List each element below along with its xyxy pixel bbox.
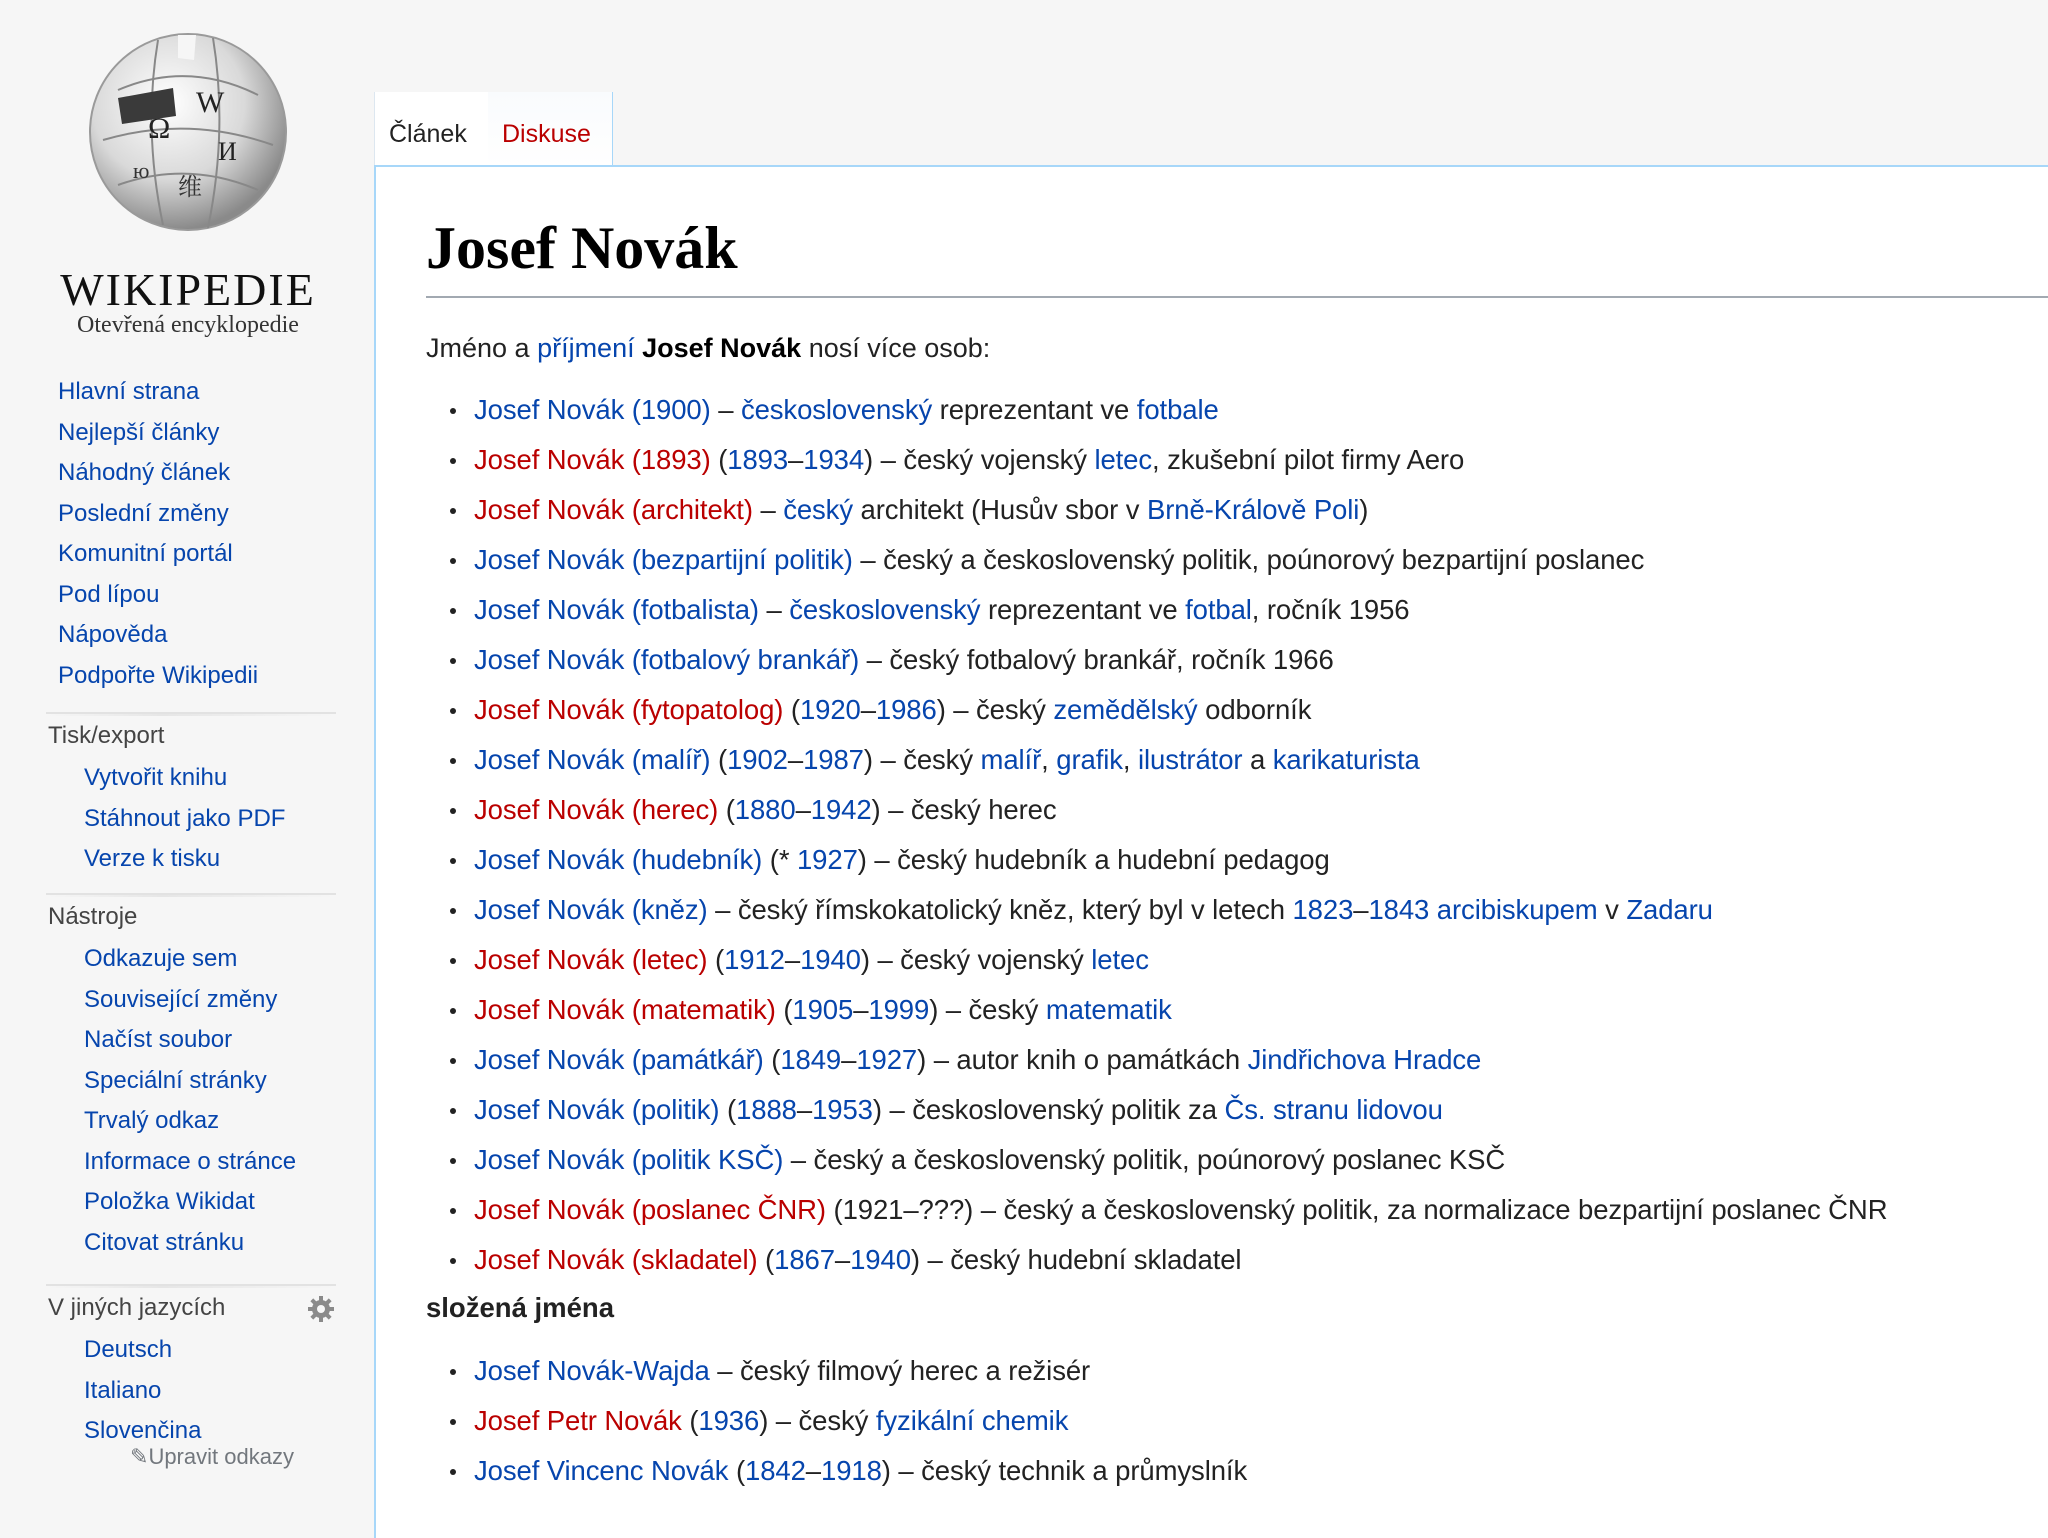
entry-link[interactable]: československý: [740, 394, 933, 425]
list-item: [444, 1235, 1887, 1285]
sidebar: [0, 0, 374, 1536]
entry-text: ) – český herec: [871, 794, 1057, 825]
nav-recent-changes[interactable]: Poslední změny: [58, 499, 229, 527]
entry-text: ) – český technik a průmyslník: [881, 1455, 1248, 1486]
compound-names-list: [444, 1346, 1247, 1496]
list-item: [444, 735, 1887, 785]
entry-link[interactable]: Josef Vincenc Novák: [474, 1455, 729, 1486]
entry-link[interactable]: Josef Novák (politik KSČ): [474, 1144, 784, 1175]
entry-link[interactable]: 1918: [821, 1455, 882, 1486]
entry-text: (1921–???) – český a československý politik, za normalizace bezpartijní poslanec ČNR: [825, 1194, 1888, 1225]
entry-text: –: [795, 794, 811, 825]
entry-redlink[interactable]: Josef Novák (letec): [474, 944, 708, 975]
tools-heading: Nástroje: [46, 893, 336, 939]
entry-text: architekt (Husův sbor v: [852, 494, 1147, 525]
entry-text: –: [805, 1455, 821, 1486]
lang-deutsch-link[interactable]: Deutsch: [84, 1336, 173, 1363]
entry-link[interactable]: český: [783, 494, 853, 525]
entry-text: (: [710, 444, 728, 475]
entry-link[interactable]: grafik: [1056, 744, 1123, 775]
upload-file-link[interactable]: Načíst soubor: [84, 1026, 233, 1053]
globe-icon: [78, 20, 298, 240]
list-item: [444, 485, 1887, 535]
list-item: [444, 1085, 1887, 1135]
entry-redlink[interactable]: Josef Novák (fytopatolog): [474, 694, 784, 725]
page-information-link[interactable]: Informace o stránce: [84, 1147, 297, 1175]
list-item: [444, 635, 1887, 685]
entry-text: –: [860, 694, 876, 725]
entry-text: (*: [762, 844, 797, 875]
languages-heading: V jiných jazycích: [46, 1284, 336, 1330]
intro-bold-name: Josef Novák: [642, 333, 802, 363]
people-list: [444, 385, 1887, 1285]
edit-links-label: Upravit odkazy: [148, 1444, 294, 1469]
entry-link[interactable]: Josef Novák (politik): [474, 1094, 720, 1125]
tab-talk[interactable]: Diskuse: [488, 92, 613, 167]
entry-text: –: [788, 444, 804, 475]
entry-link[interactable]: 1902: [727, 744, 788, 775]
lang-slovencina-link[interactable]: Slovenčina: [84, 1417, 202, 1444]
entry-link[interactable]: 1953: [812, 1094, 873, 1125]
entry-link[interactable]: 1934: [803, 444, 865, 475]
list-item: [444, 535, 1887, 585]
entry-text: –: [841, 1044, 857, 1075]
entry-link[interactable]: československý: [789, 594, 981, 625]
entry-text: (: [757, 1244, 775, 1275]
wordmark: WIKIPEDIE: [60, 264, 316, 315]
entry-text: (: [775, 994, 793, 1025]
entry-link[interactable]: zemědělský: [1053, 694, 1198, 725]
download-pdf-link[interactable]: Stáhnout jako PDF: [84, 804, 286, 832]
entry-redlink[interactable]: Josef Novák (herec): [474, 794, 719, 825]
entry-link[interactable]: 1867: [774, 1244, 835, 1275]
entry-link[interactable]: 1843: [1368, 894, 1430, 925]
entry-text: (: [719, 1094, 737, 1125]
nav-village-pump[interactable]: Pod lípou: [58, 580, 160, 608]
what-links-here-link[interactable]: Odkazuje sem: [84, 945, 238, 972]
main-navigation: [0, 372, 374, 696]
entry-text: reprezentant ve: [932, 394, 1137, 425]
edit-links-link[interactable]: [130, 1444, 294, 1470]
list-item: [444, 935, 1887, 985]
entry-link[interactable]: 1880: [734, 794, 796, 825]
entry-text: –: [758, 594, 790, 625]
pencil-icon: ✎: [130, 1444, 149, 1469]
list-item: [444, 885, 1887, 935]
intro-text-after: nosí více osob:: [801, 333, 991, 363]
page-title: Josef Novák: [426, 208, 2048, 298]
entry-link[interactable]: 1905: [792, 994, 854, 1025]
entry-text: – český filmový herec a režisér: [709, 1355, 1091, 1386]
entry-text: –: [710, 394, 741, 425]
entry-link[interactable]: Josef Novák (hudebník): [474, 844, 763, 875]
list-item: [444, 1396, 1247, 1446]
svg-text:维: 维: [178, 175, 202, 201]
entry-link[interactable]: 1927: [856, 1044, 918, 1075]
entry-link[interactable]: 1849: [780, 1044, 842, 1075]
entry-text: (: [718, 794, 735, 825]
entry-link[interactable]: 1999: [868, 994, 930, 1025]
entry-text: a: [1242, 744, 1273, 775]
lang-italiano-link[interactable]: Italiano: [84, 1376, 162, 1404]
entry-text: –: [1353, 894, 1369, 925]
tagline: Otevřená encyklopedie: [77, 312, 299, 338]
entry-text: [1429, 894, 1437, 925]
svg-text:И: И: [218, 137, 237, 166]
entry-text: odborník: [1197, 694, 1312, 725]
wikipedia-logo[interactable]: [48, 20, 328, 338]
entry-link[interactable]: Jindřichova Hradce: [1247, 1044, 1482, 1075]
entry-link[interactable]: 1920: [799, 694, 861, 725]
entry-link[interactable]: 1940: [850, 1244, 911, 1275]
entry-redlink[interactable]: Josef Novák (matematik): [474, 994, 776, 1025]
svg-text:Ω: Ω: [148, 112, 171, 145]
entry-link[interactable]: 1936: [698, 1405, 760, 1436]
entry-text: –: [752, 494, 784, 525]
list-item: [444, 835, 1887, 885]
list-item: [444, 1135, 1887, 1185]
entry-link[interactable]: letec: [1091, 944, 1149, 975]
entry-text: – český a československý politik, poúnorový poslanec KSČ: [783, 1144, 1506, 1175]
nav-main-page[interactable]: Hlavní strana: [58, 378, 200, 405]
nav-donate[interactable]: Podpořte Wikipedii: [58, 661, 259, 689]
entry-link[interactable]: 1893: [727, 444, 789, 475]
entry-text: (: [728, 1455, 746, 1486]
list-item: [444, 1346, 1247, 1396]
entry-redlink[interactable]: Josef Novák (1893): [474, 444, 711, 475]
entry-text: –: [784, 944, 801, 975]
entry-text: (: [763, 1044, 781, 1075]
entry-text: ) – český: [929, 994, 1046, 1025]
entry-link[interactable]: 1823: [1292, 894, 1354, 925]
tab-article[interactable]: Článek: [374, 92, 492, 169]
entry-link[interactable]: Brně-Králově Poli: [1146, 494, 1360, 525]
print-export-portlet: [46, 712, 336, 880]
entry-text: ) – český: [936, 694, 1054, 725]
svg-text:ю: ю: [133, 158, 150, 183]
entry-text: – český a československý politik, poúnorový bezpartijní poslanec: [852, 544, 1645, 575]
entry-link[interactable]: 1987: [803, 744, 864, 775]
entry-text: ) – autor knih o památkách: [917, 1044, 1248, 1075]
cite-page-link[interactable]: Citovat stránku: [84, 1228, 245, 1256]
nav-featured-articles[interactable]: Nejlepší články: [58, 418, 220, 446]
list-item: [444, 1446, 1247, 1496]
entry-text: –: [787, 744, 804, 775]
languages-portlet: [46, 1284, 336, 1452]
permanent-link[interactable]: Trvalý odkaz: [84, 1107, 220, 1134]
list-item: [444, 435, 1887, 485]
list-item: [444, 685, 1887, 735]
entry-link[interactable]: Josef Novák (1900): [474, 394, 711, 425]
print-export-heading: Tisk/export: [46, 712, 336, 758]
surname-link[interactable]: příjmení: [537, 333, 635, 363]
nav-random-article[interactable]: Náhodný článek: [58, 459, 231, 486]
entry-link[interactable]: 1912: [724, 944, 785, 975]
intro-text-before: Jméno a: [426, 333, 538, 363]
entry-link[interactable]: Čs. stranu lidovou: [1224, 1094, 1443, 1125]
entry-link[interactable]: 1942: [810, 794, 872, 825]
entry-text: –: [853, 994, 869, 1025]
entry-link[interactable]: Josef Novák (památkář): [474, 1044, 764, 1075]
entry-link[interactable]: matematik: [1045, 994, 1172, 1025]
entry-redlink[interactable]: Josef Petr Novák: [474, 1405, 682, 1436]
entry-text: ) – český: [863, 744, 981, 775]
svg-text:W: W: [196, 86, 225, 119]
entry-link[interactable]: Josef Novák (malíř): [474, 744, 711, 775]
entry-link[interactable]: Josef Novák-Wajda: [474, 1355, 710, 1386]
entry-text: ) – český vojenský: [864, 444, 1095, 475]
entry-redlink[interactable]: Josef Novák (poslanec ČNR): [474, 1194, 826, 1225]
entry-text: – český římskokatolický kněz, který byl v letech: [707, 894, 1293, 925]
entry-text: , zkušební pilot firmy Aero: [1152, 444, 1465, 475]
entry-text: ) – český: [759, 1405, 876, 1436]
entry-link[interactable]: Josef Novák (kněz): [474, 894, 708, 925]
gear-icon[interactable]: [306, 1294, 336, 1324]
entry-link[interactable]: 1888: [736, 1094, 797, 1125]
compound-names-heading: složená jména: [426, 1292, 614, 1323]
entry-text: (: [783, 694, 800, 725]
entry-text: ) – český vojenský: [860, 944, 1092, 975]
intro-paragraph: [426, 328, 990, 368]
entry-link[interactable]: 1927: [796, 844, 858, 875]
list-item: [444, 585, 1887, 635]
list-item: [444, 985, 1887, 1035]
entry-text: –: [796, 1094, 813, 1125]
special-pages-link[interactable]: Speciální stránky: [84, 1066, 267, 1094]
entry-text: ,: [1041, 744, 1057, 775]
related-changes-link[interactable]: Související změny: [84, 985, 278, 1013]
nav-community-portal[interactable]: Komunitní portál: [58, 540, 233, 567]
list-item: [444, 1035, 1887, 1085]
create-book-link[interactable]: Vytvořit knihu: [84, 764, 228, 791]
entry-link[interactable]: fotbal: [1185, 594, 1252, 625]
entry-link[interactable]: Josef Novák (fotbalový brankář): [474, 644, 860, 675]
entry-text: (: [707, 944, 725, 975]
wikidata-item-link[interactable]: Položka Wikidat: [84, 1188, 255, 1215]
entry-text: ,: [1122, 744, 1138, 775]
entry-link[interactable]: Josef Novák (bezpartijní politik): [474, 544, 853, 575]
entry-link[interactable]: karikaturista: [1272, 744, 1420, 775]
entry-link[interactable]: 1842: [745, 1455, 806, 1486]
entry-link[interactable]: letec: [1094, 444, 1153, 475]
list-item: [444, 1185, 1887, 1235]
entry-text: reprezentant ve: [980, 594, 1186, 625]
entry-link[interactable]: ilustrátor: [1138, 744, 1243, 775]
entry-text: ) – československý politik za: [872, 1094, 1225, 1125]
entry-text: ) – český hudebník a hudební pedagog: [857, 844, 1330, 875]
printable-version-link[interactable]: Verze k tisku: [84, 845, 221, 872]
entry-link[interactable]: arcibiskupem: [1436, 894, 1598, 925]
entry-text: (: [710, 744, 728, 775]
tools-portlet: [46, 893, 336, 1263]
list-item: [444, 385, 1887, 435]
entry-redlink[interactable]: Josef Novák (architekt): [474, 494, 753, 525]
entry-text: , ročník 1956: [1251, 594, 1410, 625]
entry-link[interactable]: malíř: [980, 744, 1042, 775]
entry-link[interactable]: fyzikální chemik: [875, 1405, 1069, 1436]
entry-text: ): [1359, 494, 1369, 525]
entry-text: v: [1597, 894, 1627, 925]
entry-text: –: [834, 1244, 851, 1275]
entry-text: – český fotbalový brankář, ročník 1966: [859, 644, 1334, 675]
list-item: [444, 785, 1887, 835]
entry-text: ) – český hudební skladatel: [910, 1244, 1242, 1275]
entry-link[interactable]: Zadaru: [1626, 894, 1713, 925]
entry-link[interactable]: 1986: [875, 694, 937, 725]
entry-link[interactable]: 1940: [800, 944, 861, 975]
nav-help[interactable]: Nápověda: [58, 621, 168, 648]
entry-link[interactable]: Josef Novák (fotbalista): [474, 594, 759, 625]
entry-link[interactable]: fotbale: [1136, 394, 1219, 425]
entry-redlink[interactable]: Josef Novák (skladatel): [474, 1244, 758, 1275]
entry-text: (: [681, 1405, 699, 1436]
